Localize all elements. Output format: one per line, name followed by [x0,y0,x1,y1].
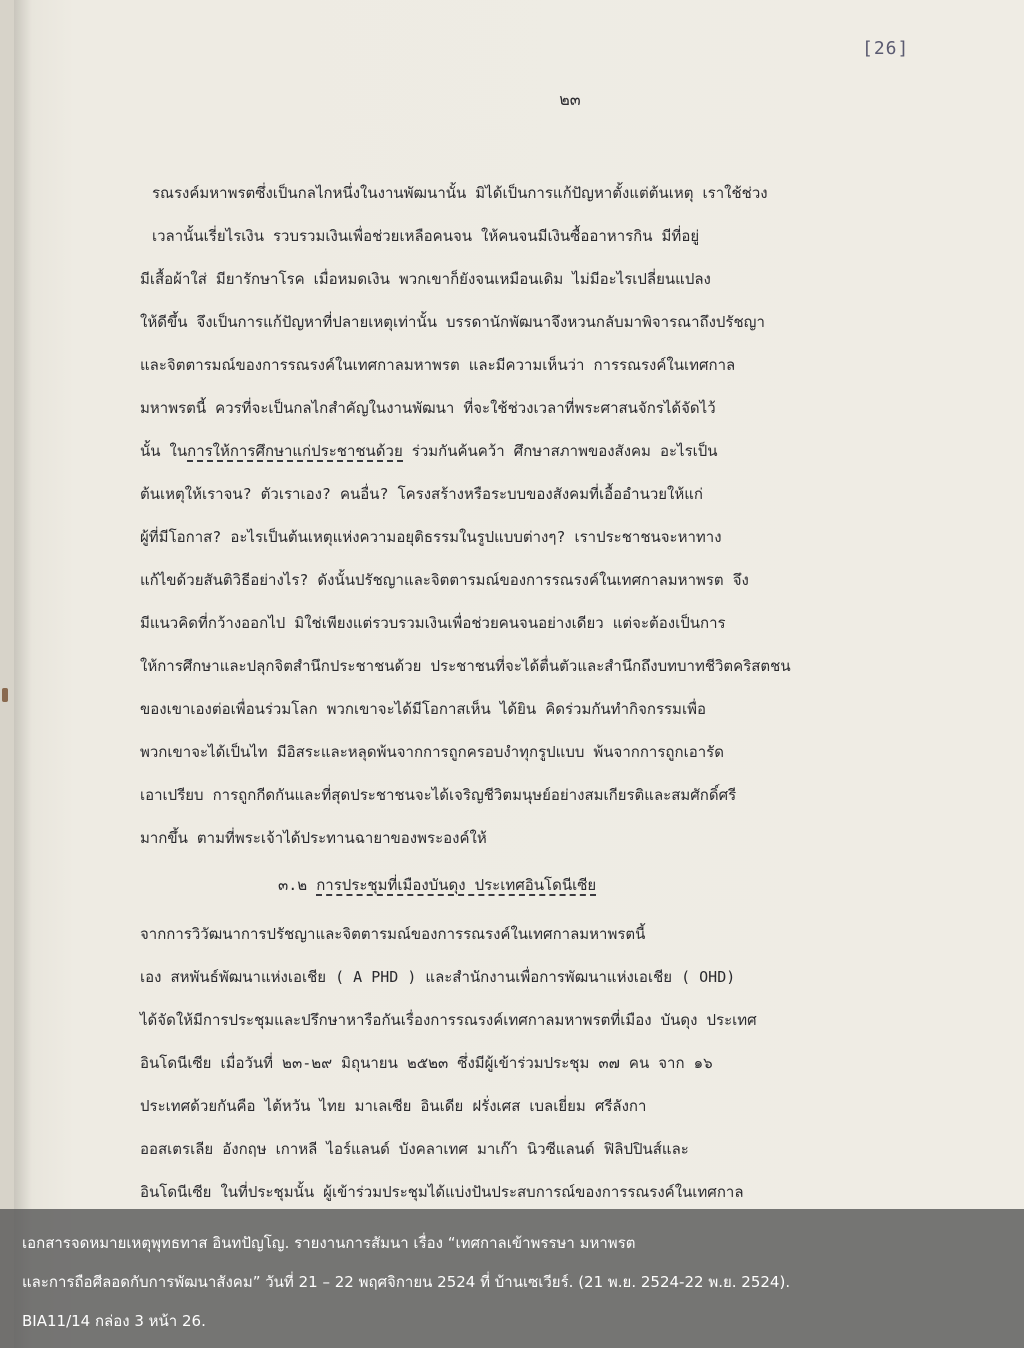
text-line: ของเขาเองต่อเพื่อนร่วมโลก พวกเขาจะได้มีโอกาสเห็น ได้ยิน คิดร่วมกันทำกิจกรรมเพื่อ [140,700,706,718]
text-line: ให้ดีขึ้น จึงเป็นการแก้ปัญหาที่ปลายเหตุเท่านั้น บรรดานักพัฒนาจึงหวนกลับมาพิจารณาถึงปรัชญา [140,313,765,331]
caption-line: เอกสารจดหมายเหตุพุทธทาส อินทปัญโญ. รายงานการสัมนา เรื่อง “เทศกาลเข้าพรรษา มหาพรต [22,1234,636,1252]
text-line: ได้จัดให้มีการประชุมและปรึกษาหารือกันเรื่องการรณรงค์เทศกาลมหาพรตที่เมือง บันดุง ประเทศ [140,1011,757,1029]
text-line: แก้ไขด้วยสันติวิธีอย่างไร? ดังนั้นปรัชญาและจิตตารมณ์ของการรณรงค์ในเทศกาลมหาพรต จึง [140,571,749,589]
text-line: และจิตตารมณ์ของการรณรงค์ในเทศกาลมหาพรต และมีความเห็นว่า การรณรงค์ในเทศกาล [140,356,736,374]
text-line: พวกเขาจะได้เป็นไท มีอิสระและหลุดพ้นจากการถูกครอบงำทุกรูปแบบ พ้นจากการถูกเอารัด [140,743,724,761]
page-number: ๒๓ [559,90,581,109]
text-line: มากขึ้น ตามที่พระเจ้าได้ประทานฉายาของพระองค์ให้ [140,829,487,847]
text-span: ร่วมกันค้นคว้า ศึกษาสภาพของสังคม อะไรเป็น [402,442,718,460]
text-line: เอาเปรียบ การถูกกีดกันและที่สุดประชาชนจะได้เจริญชีวิตมนุษย์อย่างสมเกียรติและสมศักดิ์ศรี [140,786,737,804]
text-line: มหาพรตนี้ ควรที่จะเป็นกลไกสำคัญในงานพัฒนา ที่จะใช้ช่วงเวลาที่พระศาสนจักรได้จัดไว้ [140,399,716,417]
text-span: นั้น ใน [140,442,188,460]
text-line-underlined [140,434,718,468]
underlined-phrase: การให้การศึกษาแก่ประชาชนด้วย [187,442,403,460]
text-line: ให้การศึกษาและปลุกจิตสำนึกประชาชนด้วย ประชาชนที่จะได้ตื่นตัวและสำนึกถึงบทบาทชีวิตคริสตชน [140,657,791,675]
text-line: จากการวิวัฒนาการปรัชญาและจิตตารมณ์ของการรณรงค์ในเทศกาลมหาพรตนี้ [140,925,646,943]
caption-overlay [0,1209,1024,1348]
text-line: อินโดนีเซีย เมื่อวันที่ ๒๓-๒๙ มิถุนายน ๒๕๒๓ ซึ่งมีผู้เข้าร่วมประชุม ๓๗ คน จาก ๑๖ [140,1054,713,1072]
text-line: ออสเตรเลีย อังกฤษ เกาหลี ไอร์แลนด์ บังคลาเทศ มาเก๊า นิวซีแลนด์ ฟิลิปปินส์และ [140,1140,689,1158]
heading-number: ๓.๒ [278,876,308,894]
text-line: มีแนวคิดที่กว้างออกไป มิใช่เพียงแต่รวบรวมเงินเพื่อช่วยคนจนอย่างเดียว แต่จะต้องเป็นการ [140,614,726,632]
text-line: ต้นเหตุให้เราจน? ตัวเราเอง? คนอื่น? โครงสร้างหรือระบบของสังคมที่เอื้ออำนวยให้แก่ [140,485,703,503]
caption-line: BIA11/14 กล่อง 3 หน้า 26. [22,1312,206,1330]
caption-line: และการถือศีลอดกับการพัฒนาสังคม” วันที่ 21 – 22 พฤศจิกายน 2524 ที่ บ้านเซเวียร์. (21 พ.ย. 2524-22 พ.ย. 2524). [22,1273,791,1291]
text-line: รณรงค์มหาพรตซึ่งเป็นกลไกหนึ่งในงานพัฒนานั้น มิได้เป็นการแก้ปัญหาตั้งแต่ต้นเหตุ เราใช้ช่วง [152,184,768,202]
text-line: ประเทศด้วยกันคือ ไต้หวัน ไทย มาเลเซีย อินเดีย ฝรั่งเศส เบลเยี่ยม ศรีลังกา [140,1097,647,1115]
text-line: อินโดนีเซีย ในที่ประชุมนั้น ผู้เข้าร่วมประชุมได้แบ่งปันประสบการณ์ของการรณรงค์ในเทศกาล [140,1183,744,1201]
text-line: มีเสื้อผ้าใส่ มียารักษาโรค เมื่อหมดเงิน พวกเขาก็ยังจนเหมือนเดิม ไม่มีอะไรเปลี่ยนแปลง [140,270,711,288]
text-line: ผู้ที่มีโอกาส? อะไรเป็นต้นเหตุแห่งความอยุติธรรมในรูปแบบต่างๆ? เราประชาชนจะหาทาง [140,528,722,546]
text-line: เวลานั้นเรี่ยไรเงิน รวบรวมเงินเพื่อช่วยเหลือคนจน ให้คนจนมีเงินซื้ออาหารกิน มีที่อยู่ [152,227,700,245]
binding-mark [2,688,8,702]
archive-stamp: [26] [862,38,910,59]
text-line: เอง สหพันธ์พัฒนาแห่งเอเชีย ( A PHD ) และสำนักงานเพื่อการพัฒนาแห่งเอเชีย ( OHD) [140,968,736,986]
heading-text: การประชุมที่เมืองบันดุง ประเทศอินโดนีเซีย [316,876,597,894]
section-heading [278,868,596,902]
